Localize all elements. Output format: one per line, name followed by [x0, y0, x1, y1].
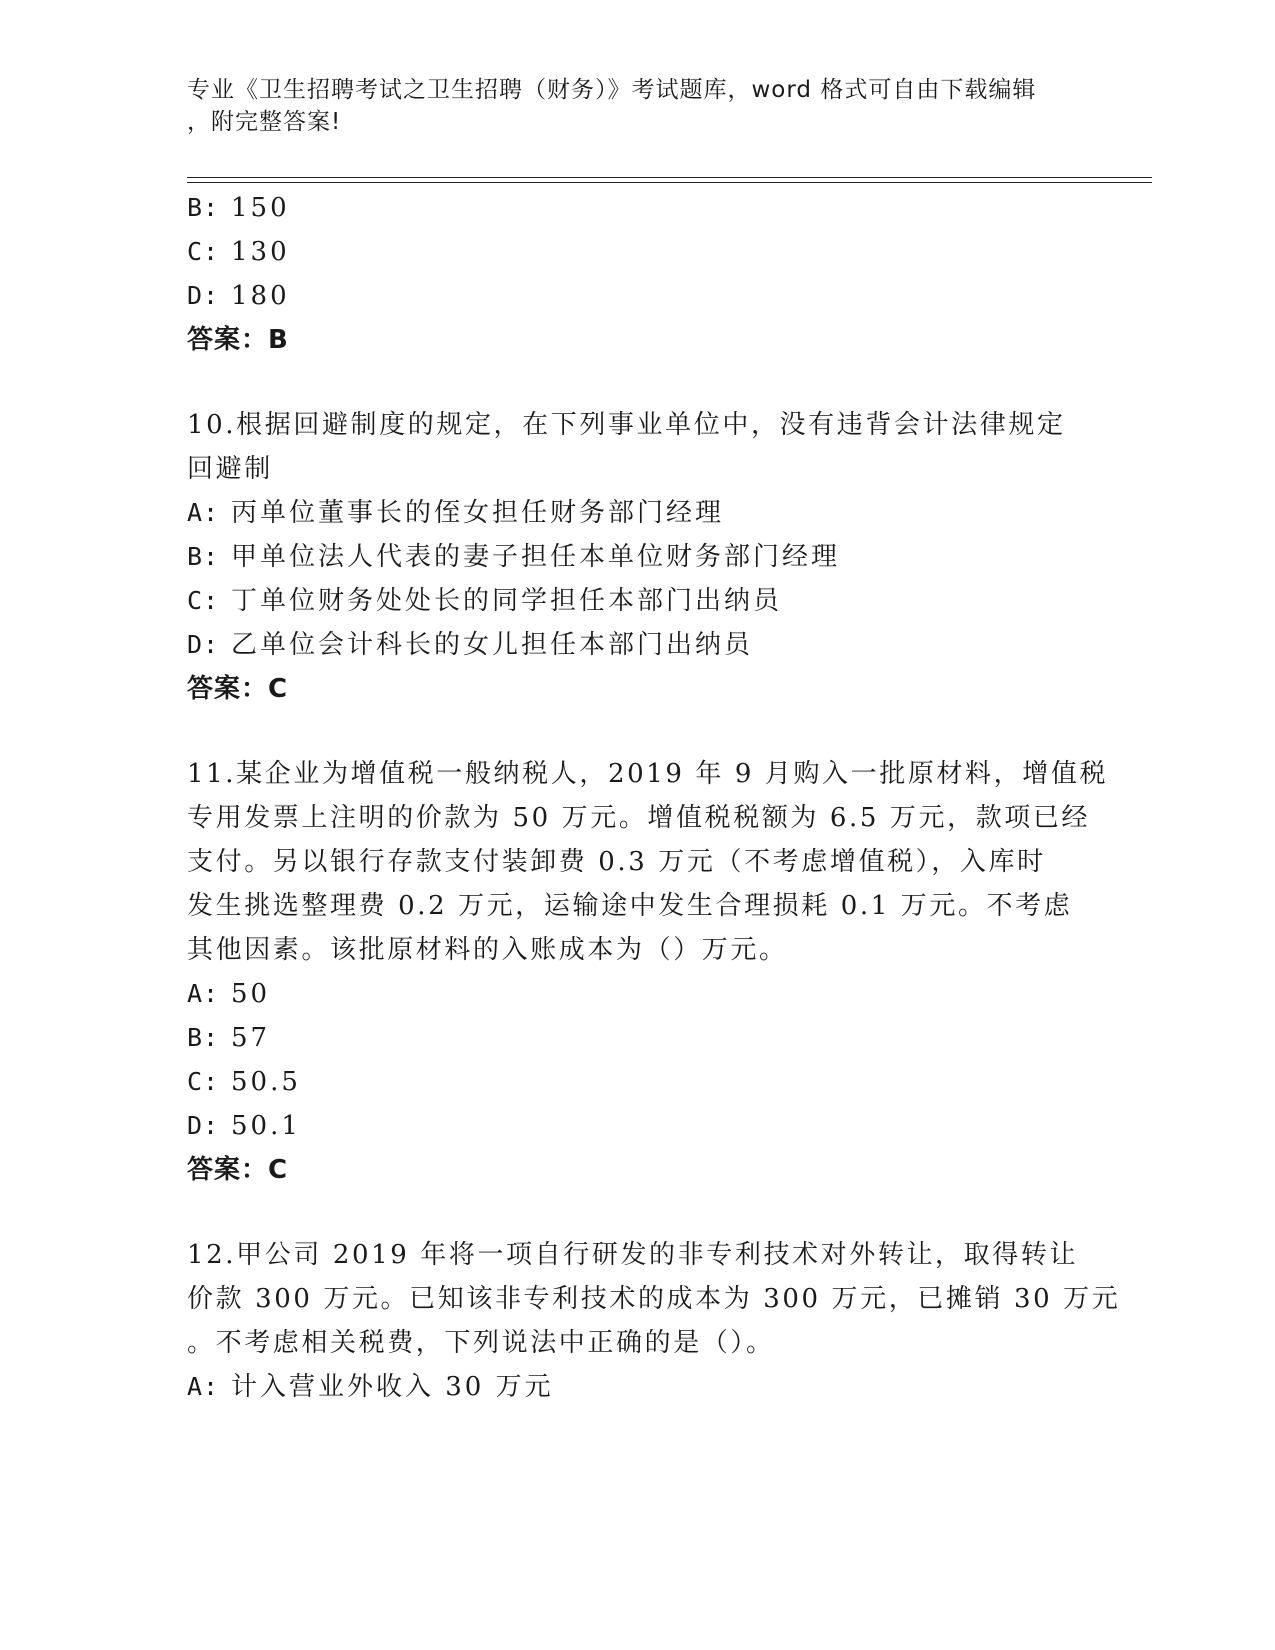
q10-option-d: D: 乙单位会计科长的女儿担任本部门出纳员: [187, 630, 754, 660]
q10-option-c: C: 丁单位财务处处长的同学担任本部门出纳员: [187, 586, 783, 616]
q10-text-line-1: 10.根据回避制度的规定，在下列事业单位中，没有违背会计法律规定: [187, 410, 1066, 440]
header-divider-top: [187, 177, 1152, 178]
q11-answer: 答案：C: [187, 1155, 289, 1185]
header-line-2: ，附完整答案!: [187, 109, 342, 135]
q10-option-a: A: 丙单位董事长的侄女担任财务部门经理: [187, 498, 725, 528]
q12-option-a: A: 计入营业外收入 30 万元: [187, 1372, 554, 1402]
q11-text-line-3: 支付。另以银行存款支付装卸费 0.3 万元（不考虑增值税），入库时: [187, 847, 1046, 877]
q9-answer: 答案：B: [187, 325, 289, 355]
q11-text-line-1: 11.某企业为增值税一般纳税人，2019 年 9 月购入一批原材料，增值税: [187, 759, 1109, 789]
q12-text-line-3: 。不考虑相关税费，下列说法中正确的是（）。: [187, 1328, 775, 1358]
q11-option-c: C: 50.5: [187, 1067, 301, 1097]
q11-text-line-5: 其他因素。该批原材料的入账成本为（）万元。: [187, 935, 788, 965]
q11-option-b: B: 57: [187, 1023, 271, 1053]
q9-option-b: B: 150: [187, 193, 290, 223]
q12-text-line-2: 价款 300 万元。已知该非专利技术的成本为 300 万元，已摊销 30 万元: [187, 1284, 1121, 1314]
q12-text-line-1: 12.甲公司 2019 年将一项自行研发的非专利技术对外转让，取得转让: [187, 1240, 1079, 1270]
header-line-1: 专业《卫生招聘考试之卫生招聘（财务）》考试题库，word 格式可自由下载编辑: [187, 77, 1037, 103]
document-header: [187, 74, 1067, 138]
q9-option-c: C: 130: [187, 237, 290, 267]
q10-answer: 答案：C: [187, 674, 289, 704]
header-divider-bottom: [187, 182, 1152, 183]
q11-option-d: D: 50.1: [187, 1111, 301, 1141]
q10-option-b: B: 甲单位法人代表的妻子担任本单位财务部门经理: [187, 542, 841, 572]
q11-option-a: A: 50: [187, 979, 271, 1009]
q11-text-line-4: 发生挑选整理费 0.2 万元，运输途中发生合理损耗 0.1 万元。不考虑: [187, 891, 1073, 921]
q9-option-d: D: 180: [187, 281, 290, 311]
q11-text-line-2: 专用发票上注明的价款为 50 万元。增值税税额为 6.5 万元，款项已经: [187, 803, 1091, 833]
q10-text-line-2: 回避制: [187, 454, 273, 484]
